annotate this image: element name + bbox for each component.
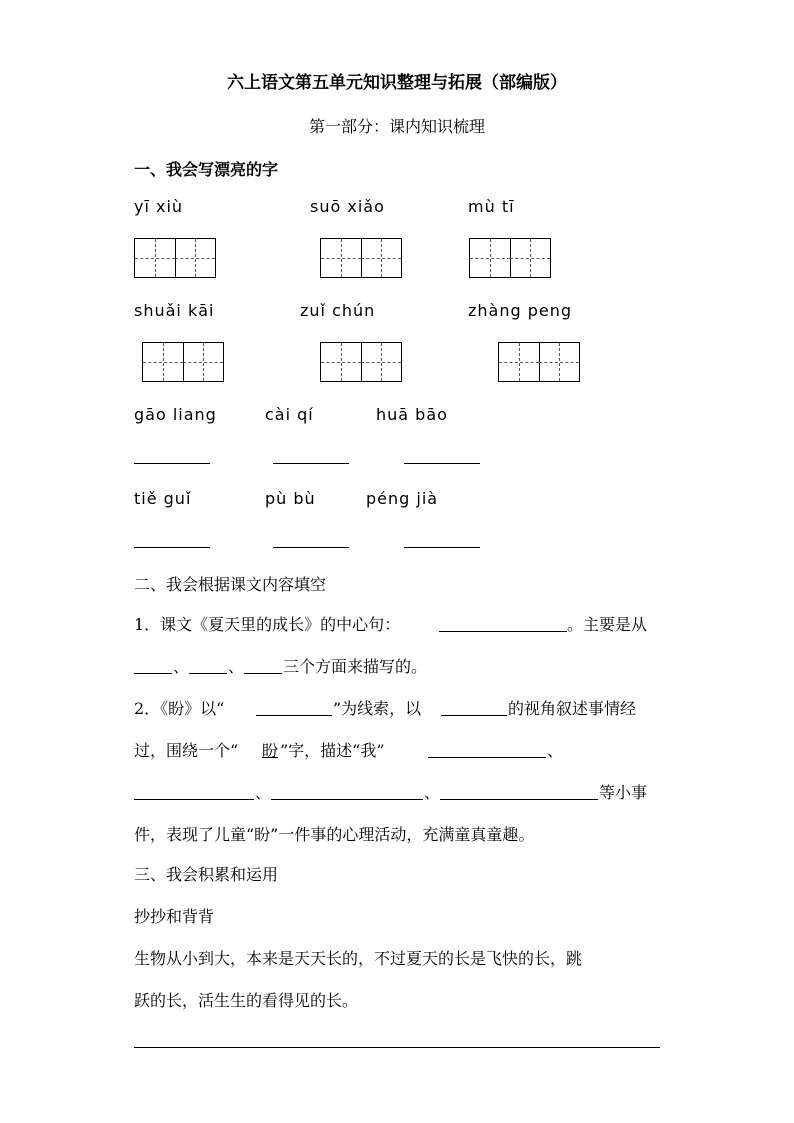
answer-blank[interactable]: [273, 463, 349, 464]
section-2-heading: 二、我会根据课文内容填空: [134, 575, 327, 594]
pinyin-6: zhàng peng: [468, 301, 573, 320]
writing-grid[interactable]: [469, 238, 551, 278]
part-title: 第一部分：课内知识梳理: [308, 117, 485, 136]
separator: 、: [547, 741, 564, 760]
passage-line-1: 生物从小到大，本来是天天长的，不过夏天的长是飞快的长，跳: [134, 949, 583, 968]
answer-blank[interactable]: [244, 673, 282, 674]
pinyin-5: zuǐ chún: [300, 301, 376, 320]
pinyin-11: pù bù: [265, 489, 316, 508]
question-2-line2-mid: ”字，描述“我”: [280, 741, 385, 760]
pinyin-4: shuǎi kāi: [134, 301, 215, 320]
separator: 、: [255, 783, 272, 802]
page-title: 六上语文第五单元知识整理与拓展（部编版）: [227, 73, 567, 93]
answer-blank[interactable]: [440, 799, 598, 800]
section-3-heading: 三、我会积累和运用: [134, 865, 279, 884]
question-2-mid2: 的视角叙述事情经: [508, 699, 637, 718]
answer-blank[interactable]: [134, 463, 210, 464]
pinyin-10: tiě guǐ: [134, 489, 192, 508]
pinyin-7: gāo liang: [134, 405, 217, 424]
answer-blank[interactable]: [404, 547, 480, 548]
pinyin-8: cài qí: [265, 405, 314, 424]
answer-blank[interactable]: [189, 673, 227, 674]
question-2-text: 2．《盼》以“: [134, 699, 225, 718]
answer-blank[interactable]: [134, 673, 172, 674]
passage-line-2: 跃的长，活生生的看得见的长。: [134, 991, 359, 1010]
writing-grid[interactable]: [498, 342, 580, 382]
answer-blank[interactable]: [271, 799, 423, 800]
answer-blank[interactable]: [134, 799, 254, 800]
section-1-heading: 一、我会写漂亮的字: [134, 160, 279, 179]
question-2-line3-end: 等小事: [599, 783, 648, 802]
pan-character: 盼: [262, 741, 279, 760]
answer-blank[interactable]: [439, 631, 567, 632]
question-1-text-end: 。主要是从: [567, 615, 648, 634]
separator: 、: [173, 657, 190, 676]
pinyin-1: yī xiù: [134, 197, 184, 216]
answer-blank[interactable]: [441, 715, 507, 716]
answer-blank[interactable]: [273, 547, 349, 548]
question-1-text: 1．课文《夏天里的成长》的中心句：: [134, 615, 401, 634]
pinyin-12: péng jià: [366, 489, 439, 508]
separator: 、: [424, 783, 441, 802]
section-3-subheading: 抄抄和背背: [134, 907, 215, 926]
answer-blank[interactable]: [256, 715, 332, 716]
pinyin-3: mù tī: [468, 197, 515, 216]
writing-grid[interactable]: [134, 238, 216, 278]
question-2-mid: ”为线索，以: [333, 699, 422, 718]
writing-grid[interactable]: [320, 238, 402, 278]
pinyin-2: suō xiǎo: [310, 197, 385, 216]
question-2-line2: 过，围绕一个“: [134, 741, 239, 760]
pinyin-9: huā bāo: [376, 405, 448, 424]
answer-blank[interactable]: [428, 757, 546, 758]
separator: 、: [228, 657, 245, 676]
writing-grid[interactable]: [142, 342, 224, 382]
copy-line[interactable]: [134, 1047, 660, 1048]
question-1-tail: 三个方面来描写的。: [283, 657, 428, 676]
question-2-line4: 件，表现了儿童“盼”一件事的心理活动，充满童真童趣。: [134, 825, 535, 844]
answer-blank[interactable]: [134, 547, 210, 548]
answer-blank[interactable]: [404, 463, 480, 464]
writing-grid[interactable]: [320, 342, 402, 382]
